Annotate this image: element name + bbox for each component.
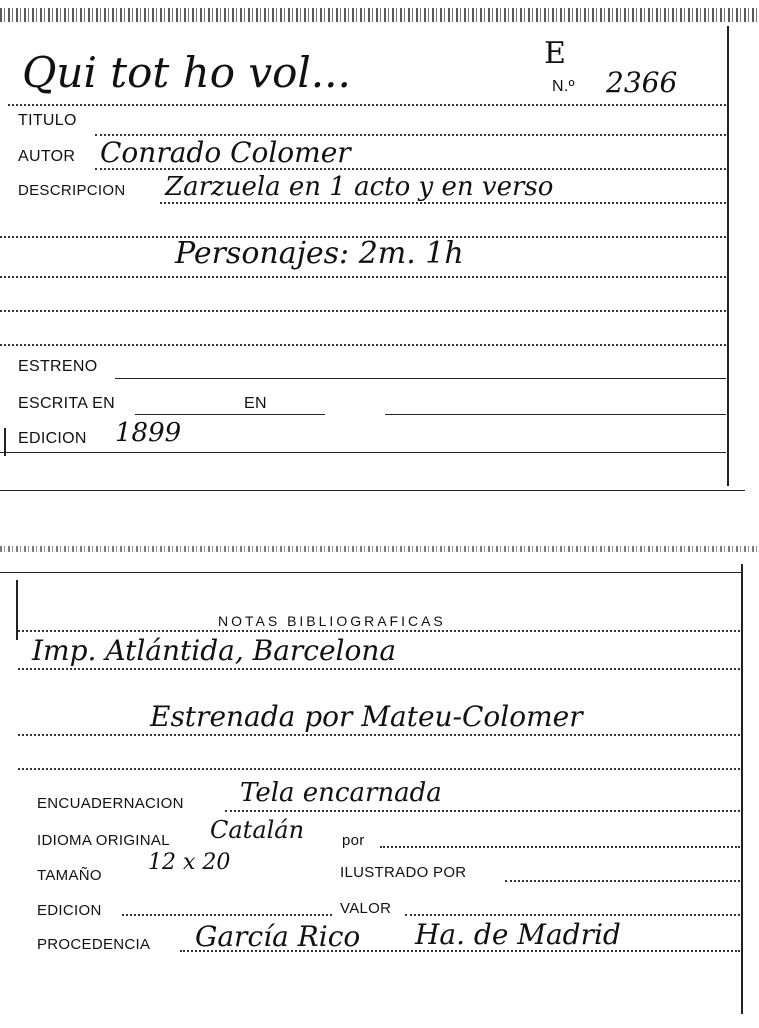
edicion-line bbox=[0, 452, 726, 453]
titulo-label: TITULO bbox=[18, 112, 77, 129]
procedencia-line bbox=[180, 950, 740, 952]
descripcion-line bbox=[160, 202, 726, 204]
procedencia-handwritten-1: García Rico bbox=[195, 920, 361, 953]
number-label: N.º bbox=[552, 78, 575, 95]
title-line bbox=[8, 104, 726, 106]
encuadernacion-line bbox=[225, 810, 740, 812]
notas-line-3 bbox=[18, 768, 740, 770]
valor-label: VALOR bbox=[340, 900, 392, 917]
card-top-edge bbox=[0, 8, 759, 22]
blank-line-2 bbox=[0, 276, 726, 278]
en-label: EN bbox=[244, 395, 267, 412]
autor-handwritten: Conrado Colomer bbox=[100, 136, 351, 169]
edicion-label: EDICION bbox=[18, 430, 87, 447]
autor-line bbox=[95, 168, 726, 170]
estreno-label: ESTRENO bbox=[18, 358, 98, 375]
card-bottom-border bbox=[0, 490, 745, 491]
top-catalog-card bbox=[0, 0, 759, 495]
edicion-handwritten: 1899 bbox=[115, 418, 182, 448]
number-value: 2366 bbox=[606, 66, 678, 99]
edicion-line-2 bbox=[122, 914, 332, 916]
ilustrado-line bbox=[505, 880, 740, 882]
blank-line-4 bbox=[0, 344, 726, 346]
idioma-handwritten: Catalán bbox=[210, 816, 305, 844]
personajes-handwritten: Personajes: 2m. 1h bbox=[175, 236, 464, 271]
notas-heading: NOTAS BIBLIOGRAFICAS bbox=[218, 613, 446, 629]
bottom-catalog-card bbox=[0, 540, 759, 1028]
estreno-line bbox=[115, 378, 726, 379]
descripcion-handwritten: Zarzuela en 1 acto y en verso bbox=[165, 172, 554, 202]
blank-line-3 bbox=[0, 310, 726, 312]
edicion-label-2: EDICION bbox=[37, 902, 102, 919]
notas-line-2 bbox=[18, 734, 740, 736]
autor-label: AUTOR bbox=[18, 148, 76, 165]
ilustrado-por-label: ILUSTRADO POR bbox=[340, 864, 467, 881]
tamano-label: TAMAÑO bbox=[37, 867, 102, 884]
escrita-en-line bbox=[135, 414, 325, 415]
descripcion-label: DESCRIPCION bbox=[18, 182, 126, 199]
en-line bbox=[385, 414, 726, 415]
card-right-border bbox=[727, 26, 729, 486]
encuadernacion-label: ENCUADERNACION bbox=[37, 795, 184, 812]
por-label: por bbox=[342, 832, 365, 849]
tamano-handwritten: 12 x 20 bbox=[148, 850, 231, 875]
procedencia-handwritten-2: Ha. de Madrid bbox=[415, 918, 621, 951]
notas-line-1 bbox=[18, 668, 740, 670]
title-handwritten: Qui tot ho vol... bbox=[22, 48, 351, 97]
por-line bbox=[380, 846, 740, 848]
card-right-border-2 bbox=[741, 564, 743, 1014]
notas-handwritten-2: Estrenada por Mateu-Colomer bbox=[150, 700, 583, 733]
card-top-edge-2 bbox=[0, 546, 759, 552]
idioma-original-label: IDIOMA ORIGINAL bbox=[37, 832, 170, 849]
procedencia-label: PROCEDENCIA bbox=[37, 936, 151, 953]
top-rule-2 bbox=[0, 572, 742, 573]
valor-line bbox=[405, 914, 740, 916]
encuadernacion-handwritten: Tela encarnada bbox=[240, 778, 442, 808]
category-letter: E bbox=[544, 36, 566, 71]
notas-handwritten-1: Imp. Atlántida, Barcelona bbox=[32, 634, 397, 667]
notas-line-0 bbox=[18, 630, 740, 632]
escrita-en-label: ESCRITA EN bbox=[18, 395, 115, 412]
